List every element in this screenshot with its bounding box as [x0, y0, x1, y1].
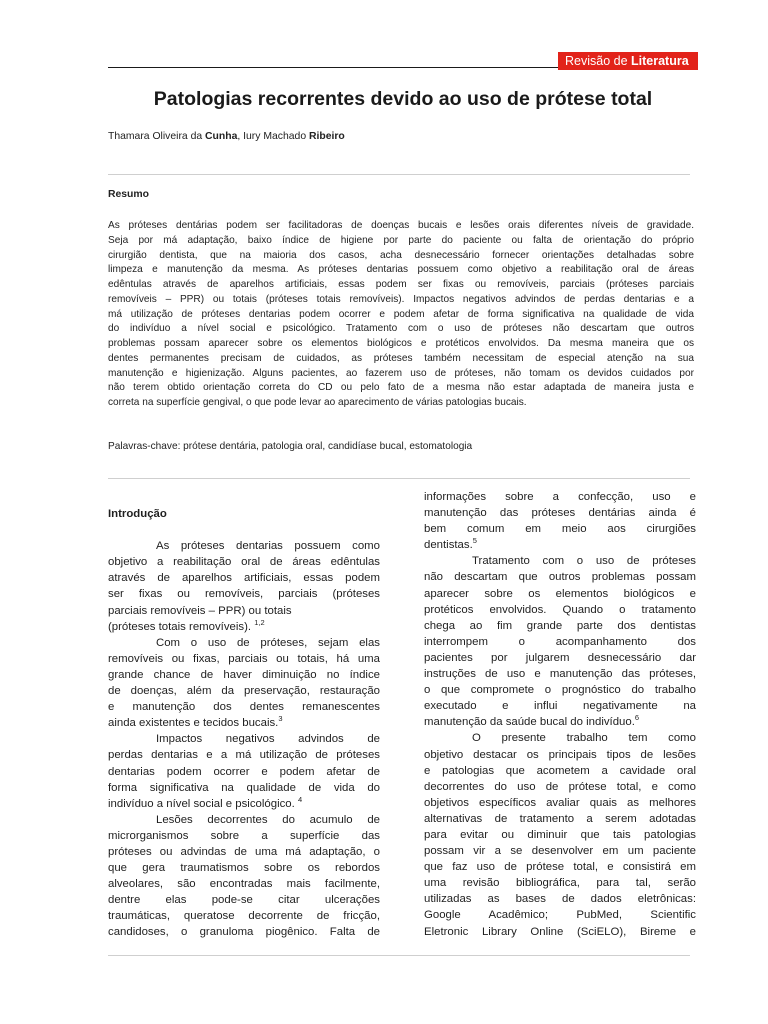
body-text-line — [424, 827, 696, 843]
body-text-line — [424, 569, 696, 585]
line-text: ainda existentes e tecidos bucais. — [108, 717, 279, 730]
author-2-given: Iury Machado — [243, 131, 309, 142]
line-text: alveolares, são encontradas mais facilmente, — [108, 878, 380, 891]
line-text: candidoses, o granuloma piogênico. Falta de — [108, 926, 380, 939]
body-text-line — [424, 698, 696, 714]
line-text: o que compromete o prognóstico do trabalho — [424, 684, 696, 697]
line-text: Eletronic Library Online (SciELO), Bireme e — [424, 925, 696, 938]
line-text: grande chance de haver diminuição no índice — [108, 668, 380, 681]
line-text: possam vir a se desenvolver em um paciente — [424, 845, 696, 858]
body-text-line — [424, 763, 696, 779]
abstract-bottom-rule — [108, 478, 690, 479]
body-text-line — [108, 892, 380, 908]
line-text: perdas dentarias e a má utilização de próteses — [108, 749, 380, 762]
abstract-line: edêntulas através de aparelhos artificiais, essas podem ser fixas ou removíveis, parciais (próteses parciais — [108, 279, 694, 290]
abstract-body — [108, 219, 694, 411]
column-left — [108, 506, 380, 941]
body-text-line — [424, 489, 696, 505]
body-text-line — [424, 650, 696, 666]
body-text-line — [424, 747, 696, 763]
body-text-line — [108, 844, 380, 860]
body-text-line — [424, 811, 696, 827]
author-1-family: Cunha — [205, 131, 238, 142]
line-text: não descartam que outros problemas possam — [424, 571, 696, 584]
citation-superscript: 3 — [278, 715, 283, 724]
author-2-family: Ribeiro — [308, 131, 345, 142]
line-text: Lesões decorrentes do acumulo de — [156, 813, 380, 826]
body-text-line — [424, 859, 696, 875]
line-text: que gera traumatismos sobre os rebordos — [108, 862, 380, 875]
keywords: Palavras-chave: prótese dentária, patologia oral, candidíase bucal, estomatologia — [108, 441, 473, 452]
body-text-line — [108, 812, 380, 828]
body-text-line — [108, 731, 380, 747]
line-text: Tratamento com o uso de próteses — [472, 555, 696, 568]
body-text-line — [424, 714, 696, 730]
body-text-line — [108, 538, 380, 554]
badge-prefix: Revisão de — [565, 54, 632, 68]
body-text-line — [108, 635, 380, 651]
line-text: dentarias podem ocorrer e podem afetar de — [108, 765, 380, 778]
body-text-line — [424, 666, 696, 682]
line-text: e manutenção dos dentes remanescentes — [108, 701, 380, 714]
line-text: decorrentes do uso de prótese total, e como — [424, 780, 696, 793]
body-text-line — [424, 795, 696, 811]
line-text: instruções de uso e manutenção das próteses, — [424, 668, 696, 681]
body-text-line — [108, 764, 380, 780]
line-text: As próteses dentarias possuem como — [156, 540, 380, 553]
line-text: interrompem o acompanhamento dos — [424, 635, 696, 648]
abstract-line: má utilização de próteses dentarias podem ocorrer e podem afetar de forma significativa na qualidade de vida — [108, 308, 694, 320]
body-text-line — [108, 796, 380, 812]
body-text-line — [424, 634, 696, 650]
line-text: Google Acadêmico; PubMed, Scientific — [424, 909, 696, 922]
line-text: uma revisão bibliográfica, para tal, serão — [424, 877, 696, 890]
body-text-line — [424, 602, 696, 618]
body-text-line — [108, 715, 380, 731]
author-1-given: Thamara Oliveira da — [108, 131, 206, 142]
abstract-line: limpeza e manutenção da mesma. As próteses dentarias possuem como objetivo a reabilitação oral de áreas — [108, 264, 694, 276]
heading-gap — [108, 522, 380, 538]
body-text-line — [424, 843, 696, 859]
body-text-line — [424, 553, 696, 569]
body-text-line — [424, 537, 696, 553]
citation-superscript: 4 — [297, 795, 303, 804]
line-text: dentistas. — [424, 539, 473, 552]
body-text-line — [108, 603, 380, 619]
line-text: Com o uso de próteses, sejam elas — [156, 636, 380, 649]
line-text: (próteses totais removíveis). — [108, 620, 255, 633]
line-text: dentre elas pode-se citar ulcerações — [108, 894, 380, 907]
body-text-line — [424, 779, 696, 795]
abstract-heading: Resumo — [108, 189, 149, 200]
body-text-line — [424, 730, 696, 746]
line-text: pacientes por julgarem desnecessário dar — [424, 651, 696, 664]
line-text: Impactos negativos advindos de — [156, 733, 380, 746]
line-text: manutenção das próteses dentárias ainda é — [424, 507, 696, 520]
line-text: executado e influi negativamente na — [424, 700, 696, 713]
body-text-line — [108, 570, 380, 586]
body-text-line — [108, 651, 380, 667]
authors-separator: , — [237, 131, 244, 142]
body-text-line — [108, 780, 380, 796]
body-text-line — [424, 875, 696, 891]
section-badge — [558, 52, 698, 70]
body-text-line — [108, 699, 380, 715]
body-text-line — [108, 667, 380, 683]
line-text: manutenção da saúde bucal do indivíduo. — [424, 716, 635, 729]
line-text: O presente trabalho tem como — [472, 732, 696, 745]
line-text: protéticos envolvidos. Quando o tratamento — [424, 603, 696, 616]
body-text-line — [108, 586, 380, 602]
line-text: forma significativa na qualidade de vida do — [108, 781, 380, 794]
line-text: indivíduo a nível social e psicológico. — [108, 797, 298, 810]
abstract-line: Seja por má adaptação, baixo índice de higiene por parte do paciente ou falta de orientação do próprio — [108, 234, 694, 246]
citation-superscript: 1,2 — [254, 618, 265, 627]
line-text: chega ao fim grande parte dos dentistas — [424, 619, 696, 632]
line-text: microrganismos sobre a superfície das — [108, 829, 380, 842]
line-text: alternativas de tratamento a serem adotadas — [424, 812, 696, 825]
body-text-line — [108, 828, 380, 844]
line-text: objetivo destacar os principais tipos de lesões — [424, 748, 696, 761]
body-text-line — [424, 586, 696, 602]
abstract-line: As próteses dentárias podem ser facilitadoras de doenças bucais e lesões orais diferentes níveis de gravidade. — [108, 220, 694, 231]
body-text-line — [424, 907, 696, 923]
line-text: parciais removíveis – PPR) ou totais — [108, 604, 292, 617]
line-text: e patologias que acometem a cavidade oral — [424, 764, 696, 777]
abstract-line: dentes permanentes precisam de cuidados, as próteses também necessitam de especial atenção na sua — [108, 352, 694, 364]
line-text: para evitar ou diminuir que tais patologias — [424, 828, 696, 841]
line-text: através de aparelhos artificiais, essas podem — [108, 572, 380, 585]
intro-heading: Introdução — [108, 508, 167, 520]
column-right — [424, 489, 696, 940]
line-text: objetivos específicos avaliar quais as melhores — [424, 796, 696, 809]
body-text-line — [108, 860, 380, 876]
body-text-line — [424, 521, 696, 537]
abstract-line: manutenção e higienização. Alguns pacientes, ao fazerem uso de próteses, não tomam os devidos cuidados por — [108, 367, 694, 379]
abstract-top-rule — [108, 174, 690, 175]
line-text: traumáticas, queratose decorrente de fricção, — [108, 910, 380, 923]
body-text-line — [424, 891, 696, 907]
line-text: ser fixas ou removíveis, parciais (próteses — [108, 588, 380, 601]
body-text-line — [108, 554, 380, 570]
abstract-line: cirurgião dentista, que na maioria dos casos, acha desnecessário fornecer orientações detalhadas sobre — [108, 249, 694, 261]
body-text-line — [108, 747, 380, 763]
body-text-line — [108, 908, 380, 924]
body-text-line — [108, 876, 380, 892]
line-text: bem comum em meio aos cirurgiões — [424, 523, 696, 536]
line-text: utilizadas as bases de dados eletrônicas: — [424, 893, 696, 906]
abstract-line: do indivíduo a nível social e psicológico. Tratamento com o uso de próteses não descartam que outros — [108, 323, 694, 335]
body-text-line — [424, 682, 696, 698]
line-text: informações sobre a confecção, uso e — [424, 491, 696, 503]
body-text-line — [424, 618, 696, 634]
line-text: que faz uso de prótese total, e consistirá em — [424, 861, 696, 874]
abstract-line: não terem obtido orientação correta do CD ou pelo fato de a mesma não estar adaptada de maneira justa e — [108, 382, 694, 394]
line-text: próteses ou advindas de uma má adaptação, o — [108, 845, 380, 858]
authors — [108, 131, 345, 142]
body-text-line — [424, 924, 696, 940]
abstract-line: correta na superfície gengival, o que pode levar ao aparecimento de várias patologias bucais. — [108, 397, 527, 408]
body-text-line — [108, 924, 380, 940]
citation-superscript: 5 — [472, 537, 477, 546]
body-text-line — [108, 619, 380, 635]
page-bottom-rule — [108, 955, 690, 956]
abstract-line: removíveis – PPR) ou totais (próteses totais removíveis). Impactos negativos advindos de perdas dentarias e a — [108, 293, 694, 305]
body-text-line — [108, 683, 380, 699]
body-text-line — [424, 505, 696, 521]
line-text: objetivo a reabilitação oral de áreas edêntulas — [108, 556, 380, 569]
article-title: Patologias recorrentes devido ao uso de prótese total — [153, 88, 653, 110]
header-rule — [108, 67, 558, 68]
badge-bold: Literatura — [631, 54, 689, 68]
line-text: removíveis ou fixas, parciais ou totais, há uma — [108, 652, 380, 665]
line-text: de doenças, além da preservação, restauração — [108, 685, 380, 698]
citation-superscript: 6 — [634, 714, 640, 723]
abstract-line: problemas possam aparecer sobre os elementos biológicos e protéticos envolvidos. Da mesma maneira que os — [108, 338, 694, 349]
line-text: aparecer sobre os elementos biológicos e — [424, 587, 696, 600]
